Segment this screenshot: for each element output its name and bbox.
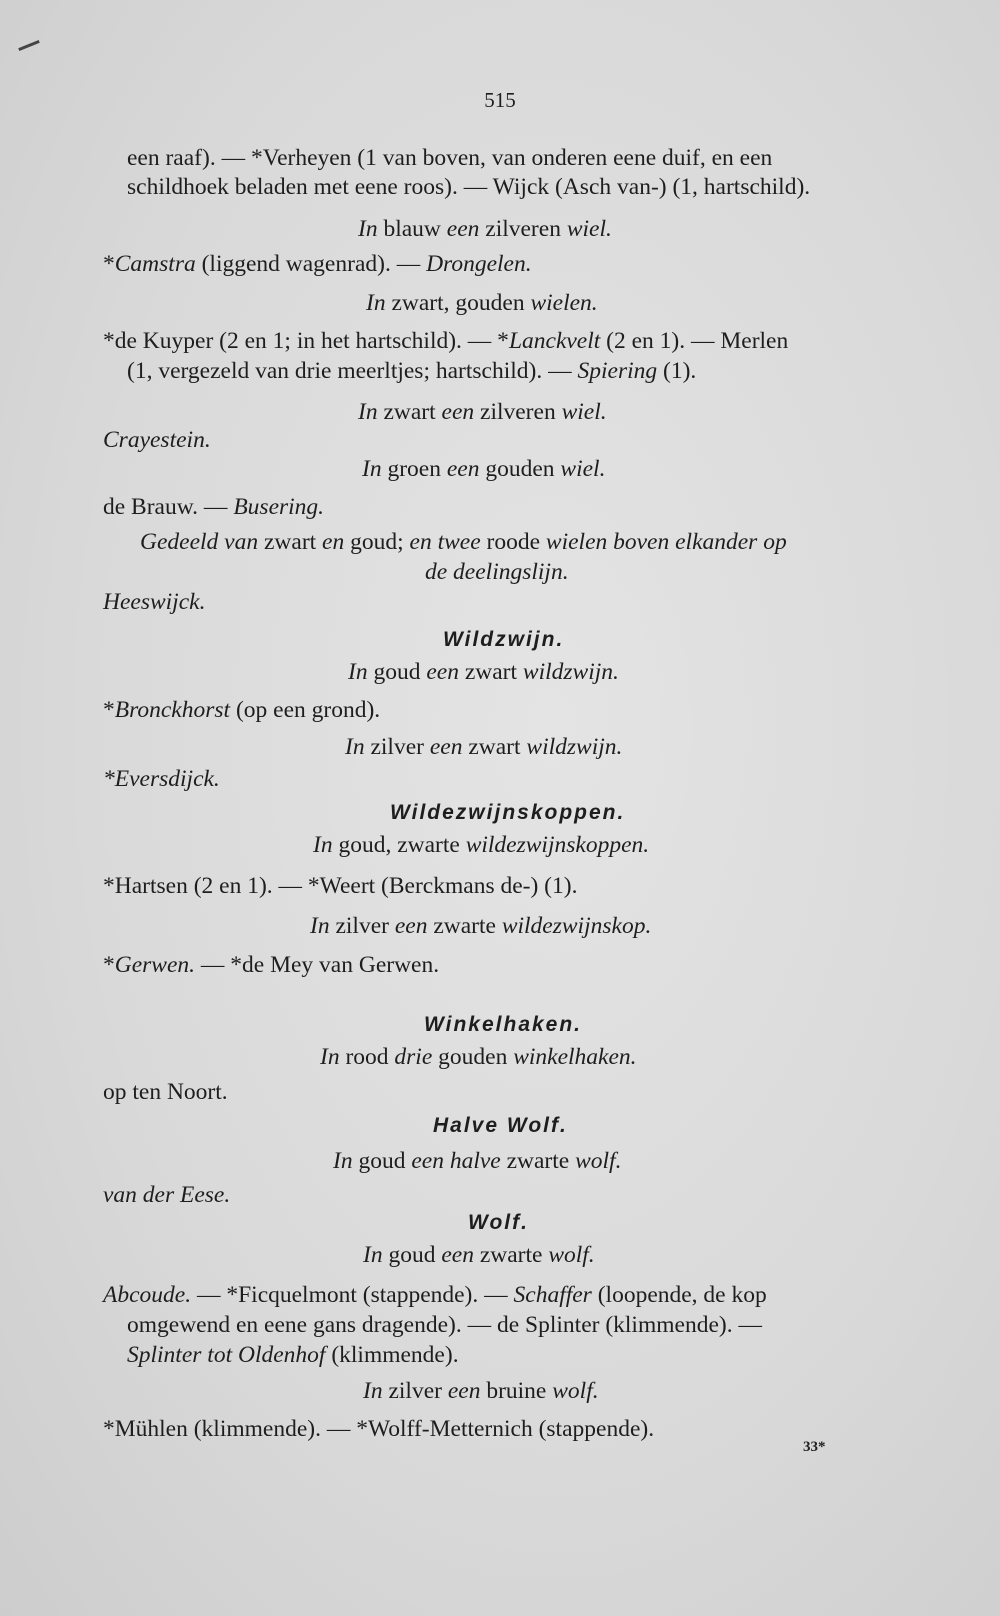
blazon-line: In zwart een zilveren wiel. [358, 399, 607, 425]
section-heading: Halve Wolf. [433, 1114, 568, 1137]
text-line: *Eversdijck. [103, 766, 220, 792]
section-heading: Wolf. [468, 1211, 529, 1234]
blazon-line: In zilver een zwart wildzwijn. [345, 734, 623, 760]
pencil-mark [18, 40, 40, 51]
text-line: Heeswijck. [103, 589, 206, 615]
text-line: een raaf). — *Verheyen (1 van boven, van onderen eene duif, en een [127, 145, 773, 171]
section-heading: Wildezwijnskoppen. [390, 801, 626, 824]
page-number: 515 [484, 88, 516, 112]
blazon-line: In groen een gouden wiel. [362, 456, 606, 482]
blazon-line: In goud, zwarte wildezwijnskoppen. [313, 832, 650, 858]
text-line: Splinter tot Oldenhof (klimmende). [127, 1342, 459, 1368]
text-line: (1, vergezeld van drie meerltjes; hartschild). — Spiering (1). [127, 358, 697, 384]
text-line: op ten Noort. [103, 1079, 228, 1105]
blazon-line: Gedeeld van zwart en goud; en twee roode wielen boven elkander op [140, 529, 787, 555]
blazon-line: In rood drie gouden winkelhaken. [320, 1044, 637, 1070]
section-heading: Wildzwijn. [443, 628, 565, 651]
text-line: *Mühlen (klimmende). — *Wolff-Metternich (stappende). [103, 1416, 655, 1442]
blazon-line: In goud een zwart wildzwijn. [348, 659, 619, 685]
signature-mark: 33* [803, 1439, 826, 1455]
text-line: Crayestein. [103, 427, 211, 453]
section-heading: Winkelhaken. [424, 1013, 583, 1036]
text-line: schildhoek beladen met eene roos). — Wijck (Asch van-) (1, hartschild). [127, 174, 811, 200]
text-line: Abcoude. — *Ficquelmont (stappende). — Schaffer (loopende, de kop [103, 1282, 767, 1308]
blazon-line: In goud een zwarte wolf. [363, 1242, 595, 1268]
blazon-line: In zwart, gouden wielen. [366, 290, 598, 316]
text-line: *Gerwen. — *de Mey van Gerwen. [103, 952, 440, 978]
text-line: *Bronckhorst (op een grond). [103, 697, 381, 723]
blazon-line: In goud een halve zwarte wolf. [333, 1148, 622, 1174]
blazon-line: In zilver een bruine wolf. [363, 1378, 599, 1404]
blazon-line: de deelingslijn. [425, 559, 569, 585]
blazon-line: In zilver een zwarte wildezwijnskop. [310, 913, 652, 939]
text-line: *Camstra (liggend wagenrad). — Drongelen. [103, 251, 532, 277]
text-line: omgewend en eene gans dragende). — de Splinter (klimmende). — [127, 1312, 762, 1338]
text-line: *de Kuyper (2 en 1; in het hartschild). — *Lanckvelt (2 en 1). — Merlen [103, 328, 789, 354]
blazon-line: In blauw een zilveren wiel. [358, 216, 612, 242]
text-line: *Hartsen (2 en 1). — *Weert (Berckmans de-) (1). [103, 873, 578, 899]
text-line: van der Eese. [103, 1182, 231, 1208]
text-line: de Brauw. — Busering. [103, 494, 325, 520]
